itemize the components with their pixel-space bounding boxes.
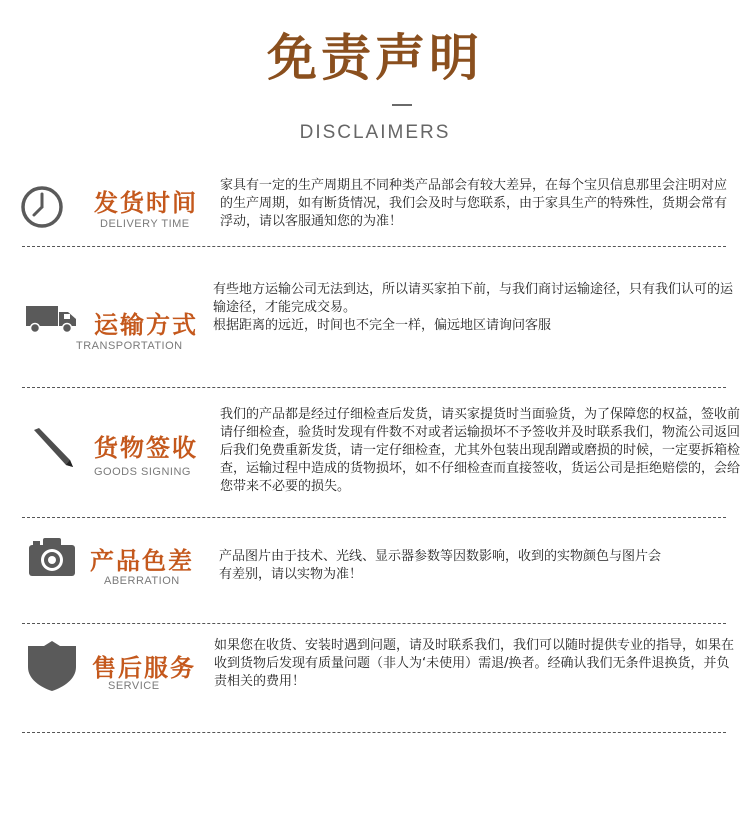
paragraph: 我们的产品都是经过仔细检查后发货，请买家提货时当面验货，为了保障您的权益，签收前请仔细检查，验货时发现有件数不对或者运输损坏不予签收并及时联系我们，物流公司返回后我们免费重新发货，请一定仔细检查，尤其外包装出现刮蹭或磨损的时候，一定要拆箱检查，运输过程中造成的货物损坏，如不仔细检查而直接签收，货运公司是拒绝赔偿的，会给您带来不必要的损失。 [220,407,741,494]
section-subtitle: SERVICE [108,680,160,692]
page-subtitle: DISCLAIMERS [299,122,451,143]
paragraph: 根据距离的远近，时间也不完全一样，偏远地区请询问客服 [213,318,552,333]
section-subtitle: TRANSPORTATION [76,340,183,352]
dashed-separator [22,246,726,247]
clock-icon [20,185,64,229]
section-body [220,406,742,496]
pen-icon [30,428,76,468]
dashed-separator [22,623,726,624]
section-subtitle: ABERRATION [104,575,180,587]
page-title: 免责声明 [267,29,483,87]
section-title: 发货时间 [94,189,198,217]
shield-icon [28,641,76,691]
section-subtitle: GOODS SIGNING [94,466,191,478]
section-body [220,177,732,231]
truck-icon [26,304,78,334]
dashed-separator [22,517,726,518]
paragraph: 产品图片由于技术、光线、显示器参数等因数影响，收到的实物颜色与图片会有差别，请以实物为准！ [219,549,662,582]
dashed-separator [22,387,726,388]
section-body [214,637,734,691]
section-title: 运输方式 [94,311,198,339]
section-title: 货物签收 [94,434,198,462]
title-divider [392,104,412,106]
camera-icon [29,538,75,576]
section-body [219,548,663,584]
section-title: 产品色差 [90,547,194,575]
paragraph: 有些地方运输公司无法到达，所以请买家拍下前，与我们商讨运输途径，只有我们认可的运输途径，才能完成交易。 [213,282,734,315]
section-title: 售后服务 [92,654,196,682]
dashed-separator [22,732,726,733]
paragraph: 家具有一定的生产周期且不同种类产品部会有较大差异，在每个宝贝信息那里会注明对应的生产周期，如有断货情况，我们会及时与您联系，由于家具生产的特殊性，货期会常有浮动，请以客服通知您的为准！ [220,178,728,229]
section-subtitle: DELIVERY TIME [100,218,190,230]
paragraph: 如果您在收货、安装时遇到问题，请及时联系我们，我们可以随时提供专业的指导，如果在收到货物后发现有质量问题（非人为‘未使用）需退/换者。经确认我们无条件退换货，并负责相关的费用！ [214,638,735,689]
section-body [213,281,735,335]
